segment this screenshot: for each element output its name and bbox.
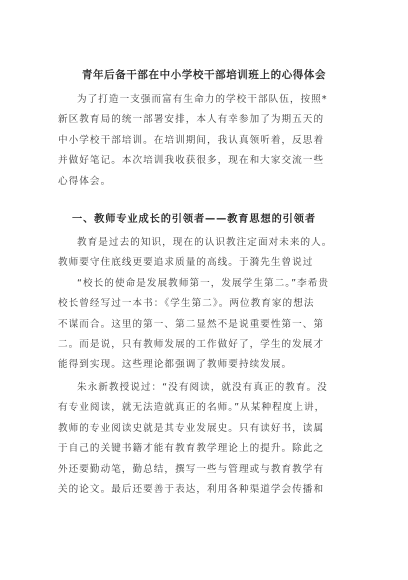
body-paragraph	[58, 378, 350, 500]
paragraph-line: 教育是过去的知识，现在的认识教注定面对未来的人。	[77, 237, 333, 248]
paragraph-line: “校长的使命是发展教师第一，发展学生第二。”李希贵	[77, 277, 330, 289]
paragraph-line: 为了打造一支强而富有生命力的学校干部队伍，按照*	[77, 94, 328, 105]
paragraph-line: 二。而是说，只有教师发展的工作做好了，学生的发展才	[58, 338, 325, 350]
paragraph-line: 并做好笔记。本次培训我收获很多，现在和大家交流一些	[58, 155, 325, 167]
paragraph-line: 能得到实现。这些理论都强调了教师要持续发展。	[58, 359, 293, 371]
paragraph-line: 于自己的关键书籍才能有教育教学理论上的提升。除此之	[58, 443, 325, 455]
paragraph-line: 新区教育局的统一部署安排，本人有幸参加了为期五天的	[58, 114, 325, 126]
section-heading: 一、教师专业成长的引领者——教育思想的引领者	[72, 214, 316, 225]
paragraph-line: 教师的专业阅读史就是其专业发展史。只有读好书，读属	[58, 422, 325, 434]
paragraph-line: 教师要守住底线更要追求质量的高线。于漪先生曾说过	[58, 257, 314, 269]
paragraph-line: 外还要勤动笔，勤总结，撰写一些与管理或与教育教学有	[58, 463, 325, 475]
intro-paragraph	[58, 90, 350, 192]
paragraph-line: 不谋而合。这里的第一、第二显然不是说重要性第一、第	[58, 318, 325, 330]
paragraph-line: 中小学校干部培训。在培训期间，我认真领听着，反思着	[58, 134, 325, 146]
body-paragraph	[58, 233, 350, 376]
paragraph-line: 校长曾经写过一本书：《学生第二》。两位教育家的想法	[58, 298, 315, 310]
paragraph-line: 有专业阅读，就无法造就真正的名师。”从某种程度上讲，	[58, 402, 326, 414]
paragraph-line: 关的论文。最后还要善于表达，利用各种渠道学会传播和	[58, 483, 325, 495]
paragraph-line: 朱永新教授说过：“没有阅读，就没有真正的教育。没	[77, 382, 328, 393]
document-title: 青年后备干部在中小学校干部培训班上的心得体会	[81, 69, 327, 81]
paragraph-line: 心得体会。	[58, 175, 112, 187]
